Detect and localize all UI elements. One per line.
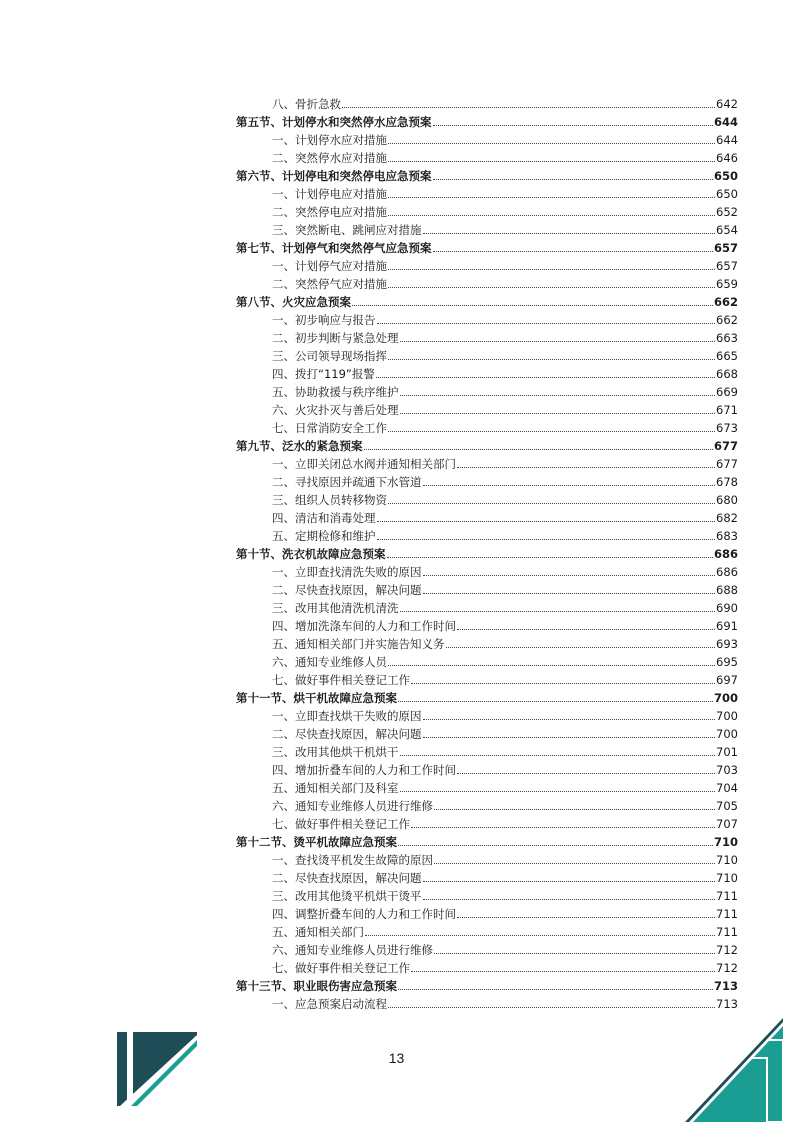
toc-leader-dots [377,520,716,522]
toc-entry-label: 四、增加洗涤车间的人力和工作时间 [272,619,456,633]
toc-item-row[interactable] [236,941,738,959]
toc-section-row[interactable] [236,293,738,311]
toc-entry-page: 691 [716,619,738,633]
toc-leader-dots [388,160,715,162]
toc-entry-page: 650 [713,169,738,183]
toc-entry-label: 三、改用其他烘干机烘干 [272,745,399,759]
toc-leader-dots [364,448,713,450]
toc-item-row[interactable] [236,905,738,923]
toc-item-row[interactable] [236,401,738,419]
toc-leader-dots [387,556,713,558]
toc-entry-label: 一、计划停水应对措施 [272,133,387,147]
toc-leader-dots [400,754,716,756]
toc-entry-page: 680 [716,493,738,507]
toc-entry-label: 七、做好事件相关登记工作 [272,673,410,687]
toc-entry-page: 697 [716,673,738,687]
toc-leader-dots [388,286,715,288]
toc-entry-page: 710 [713,835,738,849]
toc-leader-dots [434,952,715,954]
toc-leader-dots [434,862,715,864]
toc-section-row[interactable] [236,113,738,131]
toc-entry-label: 第九节、泛水的紧急预案 [236,439,363,453]
toc-entry-label: 第五节、计划停水和突然停水应急预案 [236,115,432,129]
toc-entry-page: 677 [716,457,738,471]
toc-section-row[interactable] [236,977,738,995]
toc-entry-page: 652 [716,205,738,219]
toc-leader-dots [423,592,716,594]
toc-leader-dots [388,1006,715,1008]
toc-item-row[interactable] [236,509,738,527]
toc-leader-dots [376,376,715,378]
toc-item-row[interactable] [236,869,738,887]
toc-item-row[interactable] [236,743,738,761]
toc-entry-page: 662 [713,295,738,309]
toc-entry-label: 第十一节、烘干机故障应急预案 [236,691,397,705]
toc-leader-dots [388,664,715,666]
toc-leader-dots [411,826,715,828]
toc-entry-label: 二、突然停电应对措施 [272,205,387,219]
toc-entry-label: 五、通知相关部门 [272,925,364,939]
toc-item-row[interactable] [236,473,738,491]
toc-leader-dots [423,232,716,234]
toc-entry-page: 662 [716,313,738,327]
toc-item-row[interactable] [236,761,738,779]
toc-entry-page: 713 [713,979,738,993]
toc-entry-page: 671 [716,403,738,417]
toc-item-row[interactable] [236,185,738,203]
toc-entry-label: 二、初步判断与紧急处理 [272,331,399,345]
toc-entry-label: 五、通知相关部门并实施告知义务 [272,637,445,651]
toc-entry-page: 669 [716,385,738,399]
toc-entry-label: 七、做好事件相关登记工作 [272,817,410,831]
toc-item-row[interactable] [236,527,738,545]
toc-entry-page: 659 [716,277,738,291]
toc-item-row[interactable] [236,149,738,167]
toc-entry-label: 一、查找烫平机发生故障的原因 [272,853,433,867]
toc-item-row[interactable] [236,383,738,401]
table-of-contents [236,95,738,1013]
toc-entry-page: 686 [713,547,738,561]
toc-entry-page: 663 [716,331,738,345]
toc-entry-page: 650 [716,187,738,201]
toc-leader-dots [388,196,715,198]
toc-leader-dots [433,178,713,180]
toc-entry-label: 七、做好事件相关登记工作 [272,961,410,975]
toc-entry-label: 六、通知专业维修人员进行维修 [272,943,433,957]
toc-item-row[interactable] [236,419,738,437]
toc-entry-label: 二、突然停水应对措施 [272,151,387,165]
toc-leader-dots [433,124,713,126]
toc-entry-label: 一、立即查找清洗失败的原因 [272,565,422,579]
left-corner-decoration [117,1032,197,1106]
toc-entry-page: 646 [716,151,738,165]
toc-entry-label: 三、突然断电、跳闸应对措施 [272,223,422,237]
toc-leader-dots [388,358,715,360]
toc-entry-page: 688 [716,583,738,597]
toc-entry-label: 七、日常消防安全工作 [272,421,387,435]
toc-entry-label: 二、寻找原因并疏通下水管道 [272,475,422,489]
toc-entry-page: 657 [716,259,738,273]
toc-item-row[interactable] [236,923,738,941]
toc-entry-page: 711 [716,889,738,903]
toc-leader-dots [388,142,715,144]
toc-entry-label: 六、通知专业维修人员 [272,655,387,669]
toc-entry-label: 一、立即关闭总水阀并通知相关部门 [272,457,456,471]
toc-entry-label: 四、拨打“119”报警 [272,367,375,381]
toc-leader-dots [377,322,716,324]
toc-leader-dots [411,970,715,972]
toc-leader-dots [423,880,716,882]
toc-leader-dots [423,718,716,720]
toc-section-row[interactable] [236,167,738,185]
toc-item-row[interactable] [236,707,738,725]
toc-entry-label: 一、计划停气应对措施 [272,259,387,273]
toc-entry-label: 二、尽快查找原因，解决问题 [272,871,422,885]
toc-entry-label: 三、改用其他清洗机清洗 [272,601,399,615]
toc-leader-dots [423,574,716,576]
toc-leader-dots [423,736,716,738]
toc-entry-page: 705 [716,799,738,813]
toc-leader-dots [457,628,715,630]
page-number: 13 [388,1050,405,1066]
toc-item-row[interactable] [236,671,738,689]
toc-entry-page: 700 [713,691,738,705]
toc-item-row[interactable] [236,581,738,599]
toc-entry-label: 一、立即查找烘干失败的原因 [272,709,422,723]
toc-entry-label: 四、调整折叠车间的人力和工作时间 [272,907,456,921]
toc-leader-dots [388,214,715,216]
toc-item-row[interactable] [236,365,738,383]
toc-item-row[interactable] [236,635,738,653]
toc-item-row[interactable] [236,995,738,1013]
right-corner-decoration [685,1018,783,1122]
toc-leader-dots [388,268,715,270]
toc-entry-label: 第十二节、烫平机故障应急预案 [236,835,397,849]
toc-entry-label: 六、火灾扑灭与善后处理 [272,403,399,417]
toc-leader-dots [457,466,715,468]
toc-item-row[interactable] [236,221,738,239]
toc-entry-label: 第十三节、职业眼伤害应急预案 [236,979,397,993]
toc-leader-dots [400,394,716,396]
toc-entry-label: 二、尽快查找原因，解决问题 [272,583,422,597]
toc-leader-dots [377,538,716,540]
toc-entry-label: 二、突然停气应对措施 [272,277,387,291]
toc-item-row[interactable] [236,815,738,833]
toc-entry-label: 第六节、计划停电和突然停电应急预案 [236,169,432,183]
toc-leader-dots [400,412,716,414]
toc-leader-dots [423,898,716,900]
toc-entry-label: 六、通知专业维修人员进行维修 [272,799,433,813]
toc-leader-dots [398,844,713,846]
toc-section-row[interactable] [236,437,738,455]
toc-leader-dots [434,808,715,810]
toc-entry-page: 686 [716,565,738,579]
toc-item-row[interactable] [236,797,738,815]
toc-entry-label: 第八节、火灾应急预案 [236,295,351,309]
toc-item-row[interactable] [236,311,738,329]
toc-entry-page: 673 [716,421,738,435]
toc-item-row[interactable] [236,203,738,221]
toc-leader-dots [433,250,713,252]
toc-entry-label: 三、组织人员转移物资 [272,493,387,507]
toc-item-row[interactable] [236,851,738,869]
toc-entry-page: 654 [716,223,738,237]
toc-section-row[interactable] [236,545,738,563]
toc-item-row[interactable] [236,455,738,473]
toc-item-row[interactable] [236,959,738,977]
toc-leader-dots [400,340,716,342]
toc-item-row[interactable] [236,131,738,149]
toc-entry-page: 644 [716,133,738,147]
toc-entry-page: 668 [716,367,738,381]
toc-entry-page: 711 [716,907,738,921]
toc-entry-label: 一、初步响应与报告 [272,313,376,327]
toc-item-row[interactable] [236,491,738,509]
toc-item-row[interactable] [236,779,738,797]
toc-item-row[interactable] [236,275,738,293]
toc-entry-page: 710 [716,871,738,885]
toc-section-row[interactable] [236,833,738,851]
toc-item-row[interactable] [236,725,738,743]
toc-leader-dots [411,682,715,684]
toc-entry-page: 693 [716,637,738,651]
toc-leader-dots [457,916,715,918]
toc-entry-page: 665 [716,349,738,363]
toc-entry-page: 682 [716,511,738,525]
toc-leader-dots [400,790,716,792]
toc-section-row[interactable] [236,689,738,707]
toc-leader-dots [423,484,716,486]
toc-item-row[interactable] [236,887,738,905]
toc-entry-page: 707 [716,817,738,831]
toc-entry-label: 五、定期检修和维护 [272,529,376,543]
toc-entry-page: 711 [716,925,738,939]
toc-item-row[interactable] [236,257,738,275]
toc-entry-label: 五、协助救援与秩序维护 [272,385,399,399]
toc-entry-page: 657 [713,241,738,255]
toc-section-row[interactable] [236,239,738,257]
toc-entry-page: 712 [716,961,738,975]
toc-entry-page: 642 [716,97,738,111]
toc-entry-page: 677 [713,439,738,453]
toc-entry-page: 683 [716,529,738,543]
toc-item-row[interactable] [236,653,738,671]
toc-item-row[interactable] [236,347,738,365]
toc-item-row[interactable] [236,617,738,635]
toc-entry-page: 710 [716,853,738,867]
toc-entry-page: 695 [716,655,738,669]
toc-leader-dots [388,502,715,504]
toc-entry-label: 五、通知相关部门及科室 [272,781,399,795]
toc-leader-dots [446,646,716,648]
toc-entry-label: 四、清洁和消毒处理 [272,511,376,525]
toc-item-row[interactable] [236,563,738,581]
toc-leader-dots [398,988,713,990]
toc-entry-label: 八、骨折急救 [272,97,341,111]
toc-entry-page: 704 [716,781,738,795]
toc-entry-page: 701 [716,745,738,759]
toc-entry-label: 三、改用其他烫平机烘干烫平 [272,889,422,903]
toc-entry-page: 700 [716,709,738,723]
toc-entry-label: 第十节、洗衣机故障应急预案 [236,547,386,561]
toc-entry-label: 第七节、计划停气和突然停气应急预案 [236,241,432,255]
toc-entry-label: 一、应急预案启动流程 [272,997,387,1011]
toc-item-row[interactable] [236,329,738,347]
toc-entry-label: 一、计划停电应对措施 [272,187,387,201]
toc-leader-dots [388,430,715,432]
toc-leader-dots [400,610,716,612]
toc-entry-page: 712 [716,943,738,957]
toc-entry-page: 700 [716,727,738,741]
toc-leader-dots [457,772,715,774]
toc-leader-dots [398,700,713,702]
toc-entry-page: 644 [713,115,738,129]
toc-entry-page: 703 [716,763,738,777]
toc-entry-label: 四、增加折叠车间的人力和工作时间 [272,763,456,777]
toc-leader-dots [342,106,715,108]
toc-item-row[interactable] [236,95,738,113]
toc-entry-page: 690 [716,601,738,615]
toc-entry-page: 713 [716,997,738,1011]
toc-leader-dots [365,934,715,936]
toc-entry-page: 678 [716,475,738,489]
toc-entry-label: 三、公司领导现场指挥 [272,349,387,363]
toc-leader-dots [352,304,713,306]
toc-item-row[interactable] [236,599,738,617]
toc-entry-label: 二、尽快查找原因，解决问题 [272,727,422,741]
